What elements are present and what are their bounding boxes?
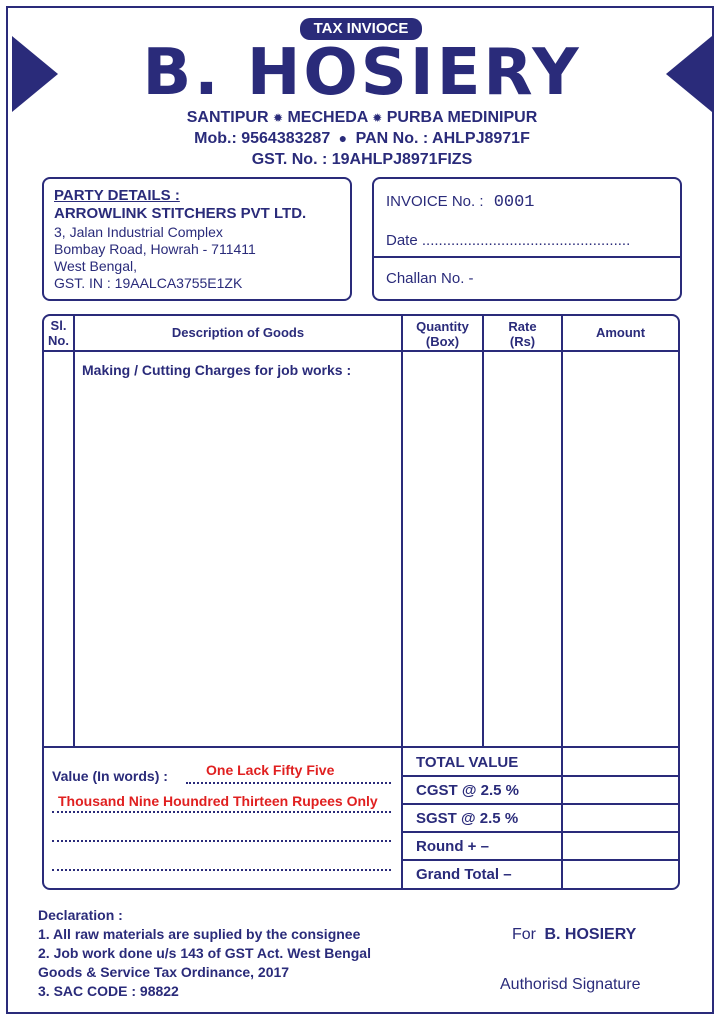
address-part-1: SANTIPUR [186,109,269,126]
declaration-line: 2. Job work done u/s 143 of GST Act. West Bengal [38,945,371,961]
sgst-label: SGST @ 2.5 % [416,810,519,827]
column-divider [482,316,484,746]
round-label: Round + – [416,838,489,855]
column-divider [73,316,75,746]
tax-invoice-badge: TAX INVIOCE [300,18,422,40]
grand-total-label: Grand Total – [416,866,512,883]
party-address-line: West Bengal, [54,258,138,274]
goods-table [42,314,680,890]
mobile-number: Mob.: 9564383287 [194,130,331,147]
date-field[interactable]: .................................................. [421,232,631,249]
invoice-number-row [386,193,535,212]
for-company [512,926,636,944]
party-name: ARROWLINK STITCHERS PVT LTD. [54,205,307,222]
sun-icon: ✹ [372,111,383,125]
challan-number: Challan No. - [386,270,474,287]
bullet-icon: ● [338,130,348,146]
invoice-details-box [372,177,682,301]
header-rate: Rate (Rs) [508,319,537,349]
sun-icon: ✹ [272,111,284,125]
dotted-line [52,869,391,871]
header-amount: Amount [595,325,646,340]
declaration-line: Goods & Service Tax Ordinance, 2017 [38,964,290,980]
for-company-name: B. HOSIERY [544,926,637,943]
declaration [38,906,371,1001]
value-words-line-1: One Lack Fifty Five [206,762,335,778]
totals-divider [44,746,678,748]
item-description: Making / Cutting Charges for job works : [82,362,352,378]
divider [374,256,680,258]
address-part-2: MECHEDA [287,109,368,126]
totals-row-divider [401,831,678,833]
company-name: B. HOSIERY [142,36,582,110]
address-part-3: PURBA MEDINIPUR [386,109,538,126]
header-quantity: Quantity (Box) [416,319,469,349]
party-gst: GST. IN : 19AALCA3755E1ZK [54,275,243,291]
totals-row-divider [401,859,678,861]
declaration-line: 3. SAC CODE : 98822 [38,983,179,999]
total-value-label: TOTAL VALUE [416,754,519,771]
declaration-title: Declaration : [38,907,123,923]
pan-number: PAN No. : AHLPJ8971F [355,130,530,147]
party-address-line: Bombay Road, Howrah - 711411 [54,241,256,257]
cgst-label: CGST @ 2.5 % [416,782,519,799]
value-in-words-label: Value (In words) : [52,768,168,784]
declaration-line: 1. All raw materials are suplied by the consignee [38,926,361,942]
dotted-line [186,782,391,784]
gst-number: GST. No. : 19AHLPJ8971FIZS [251,151,473,168]
authorised-signature: Authorisd Signature [500,976,641,993]
contact-line [0,130,724,148]
party-address-line: 3, Jalan Industrial Complex [54,224,223,240]
invoice-number: 0001 [493,193,535,212]
company-address [0,109,724,127]
value-words-line-2: Thousand Nine Houndred Thirteen Rupees Only [58,793,378,809]
invoice-number-label: INVOICE No. : [386,193,484,210]
dotted-line [52,840,391,842]
party-details-title: PARTY DETAILS : [54,187,180,204]
header-divider [44,350,678,352]
totals-row-divider [401,775,678,777]
party-details-box [42,177,352,301]
totals-row-divider [401,803,678,805]
date-row [386,232,630,249]
date-label: Date [386,232,418,249]
header-sl-no: Sl. No. [48,318,69,348]
dotted-line [52,811,391,813]
for-label: For [512,926,536,943]
header-description: Description of Goods [171,325,305,340]
